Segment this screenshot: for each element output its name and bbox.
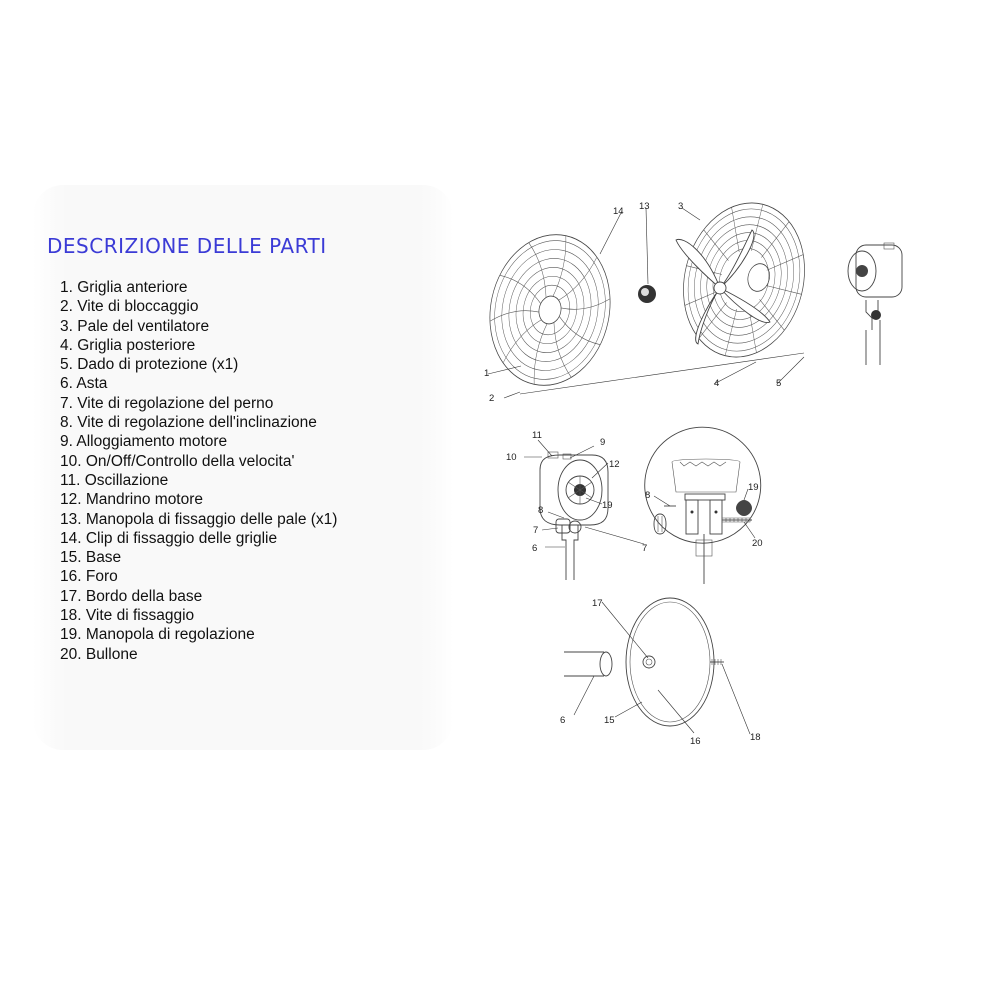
fan-base xyxy=(564,598,724,726)
part-item-19: 19. Manopola di regolazione xyxy=(60,626,255,644)
callout-4: 4 xyxy=(714,378,720,389)
callout-5: 5 xyxy=(776,378,782,389)
rear-grille xyxy=(668,190,821,370)
callout-3: 3 xyxy=(678,201,684,212)
callout-2: 2 xyxy=(489,393,495,404)
callout-19b: 19 xyxy=(748,482,759,493)
blade-knob xyxy=(638,285,656,303)
detail-magnifier xyxy=(645,427,761,584)
callout-17: 17 xyxy=(592,598,603,609)
callout-6a: 6 xyxy=(532,543,538,554)
part-item-1: 1. Griglia anteriore xyxy=(60,279,188,296)
callout-1: 1 xyxy=(484,368,490,379)
motor-assembly xyxy=(540,452,608,580)
callout-15: 15 xyxy=(604,715,615,726)
callout-12: 12 xyxy=(609,459,620,470)
callout-7b: 7 xyxy=(642,543,648,554)
part-item-4: 4. Griglia posteriore xyxy=(60,336,196,354)
part-item-2: 2. Vite di bloccaggio xyxy=(60,298,199,316)
callout-16: 16 xyxy=(690,736,701,747)
part-item-15: 15. Base xyxy=(60,549,122,567)
part-item-14: 14. Clip di fissaggio delle griglie xyxy=(60,529,278,547)
part-item-6: 6. Asta xyxy=(60,375,108,393)
callout-20: 20 xyxy=(752,538,763,549)
part-item-5: 5. Dado di protezione (x1) xyxy=(60,356,239,374)
callout-18: 18 xyxy=(750,732,761,743)
callout-9: 9 xyxy=(600,437,606,448)
callout-14: 14 xyxy=(613,206,624,217)
part-item-7: 7. Vite di regolazione del perno xyxy=(60,394,274,412)
part-item-13: 13. Manopola di fissaggio delle pale (x1) xyxy=(60,510,338,528)
motor-head-preview xyxy=(848,243,902,365)
part-item-9: 9. Alloggiamento motore xyxy=(60,433,228,451)
part-item-18: 18. Vite di fissaggio xyxy=(60,607,195,625)
callout-13: 13 xyxy=(639,201,650,212)
part-item-12: 12. Mandrino motore xyxy=(60,491,204,509)
part-item-16: 16. Foro xyxy=(60,568,118,586)
part-item-11: 11. Oscillazione xyxy=(60,471,169,489)
part-item-10: 10. On/Off/Controllo della velocita' xyxy=(60,452,295,470)
callout-7a: 7 xyxy=(533,525,539,536)
callout-10: 10 xyxy=(506,452,517,463)
front-grille xyxy=(476,223,624,396)
part-item-3: 3. Pale del ventilatore xyxy=(60,317,210,335)
callout-6b: 6 xyxy=(560,715,566,726)
callout-19a: 19 xyxy=(602,500,613,511)
part-item-20: 20. Bullone xyxy=(60,645,138,663)
part-item-17: 17. Bordo della base xyxy=(60,587,203,605)
callout-8a: 8 xyxy=(538,505,544,516)
fan-blades xyxy=(676,230,770,344)
callout-11: 11 xyxy=(532,430,542,441)
section-heading: DESCRIZIONE DELLE PARTI xyxy=(47,234,327,258)
part-item-8: 8. Vite di regolazione dell'inclinazione xyxy=(60,414,317,432)
callout-8b: 8 xyxy=(645,490,651,501)
